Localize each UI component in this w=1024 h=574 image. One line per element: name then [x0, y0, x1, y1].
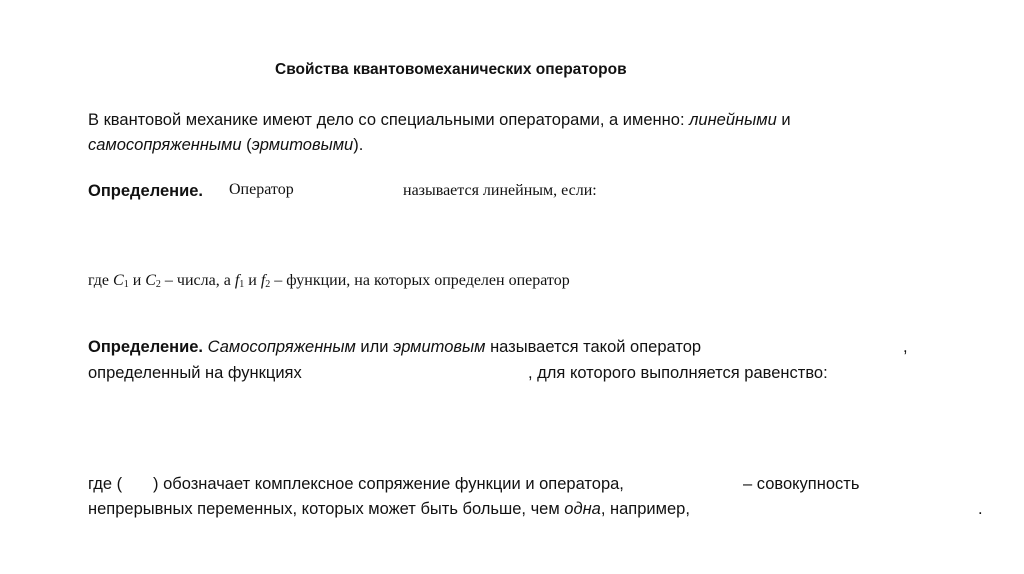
- def2-line-2-end: , для которого выполняется равенство:: [528, 364, 828, 382]
- where2-period: .: [978, 500, 983, 518]
- where1-and-2: и: [244, 272, 261, 289]
- where2-line-2: [88, 497, 690, 521]
- c1-subscript: 1: [123, 279, 129, 290]
- f1-subscript: 1: [239, 279, 245, 290]
- def2-term-hermitian: эрмитовым: [393, 338, 486, 356]
- where2-line2-text: непрерывных переменных, которых может быть больше, чем: [88, 500, 565, 518]
- intro-text: В квантовой механике имеют дело со специальными операторами, а именно:: [88, 111, 690, 129]
- intro-line-1: [88, 108, 791, 132]
- def2-line-2-start: определенный на функциях: [88, 364, 302, 382]
- where2-part-b: ) обозначает комплексное сопряжение функции и оператора,: [153, 475, 624, 493]
- where1-text-3: – функции, на которых определен оператор: [270, 272, 570, 289]
- f2-subscript: 2: [265, 279, 271, 290]
- slide-title: Свойства квантовомеханических операторов: [275, 61, 627, 78]
- term-hermitian: эрмитовыми: [251, 136, 354, 154]
- where2-term-one: одна: [564, 500, 601, 518]
- def2-comma: ,: [903, 338, 908, 356]
- where2-part-c: – совокупность: [743, 475, 860, 493]
- where2-part-a: где (: [88, 475, 123, 493]
- def1-tail: называется линейным, если:: [403, 182, 597, 199]
- def2-line-1: [88, 335, 701, 359]
- c2-subscript: 2: [155, 279, 161, 290]
- def2-or: или: [355, 338, 394, 356]
- c2-symbol: C: [145, 272, 156, 289]
- where2-line2-end: , например,: [600, 500, 690, 518]
- def2-term-selfadjoint: Самосопряженным: [207, 338, 356, 356]
- where1-text-2: – числа, а: [160, 272, 235, 289]
- term-linear: линейными: [689, 111, 777, 129]
- where1-text-1: где: [88, 272, 114, 289]
- where1-line: [88, 272, 570, 290]
- def1-label: Определение.: [88, 182, 204, 200]
- where1-and-1: и: [128, 272, 146, 289]
- def2-label: Определение.: [88, 338, 204, 356]
- intro-line-2: [88, 133, 363, 157]
- def2-tail: называется такой оператор: [485, 338, 702, 356]
- term-selfadjoint: самосопряженными: [88, 136, 242, 154]
- c1-symbol: C: [113, 272, 124, 289]
- intro-paren-open: (: [241, 136, 252, 154]
- intro-and: и: [776, 111, 791, 129]
- intro-paren-close: ).: [353, 136, 364, 154]
- f1-symbol: f: [234, 272, 240, 289]
- f2-symbol: f: [260, 272, 266, 289]
- def1-operator-word: Оператор: [229, 181, 294, 198]
